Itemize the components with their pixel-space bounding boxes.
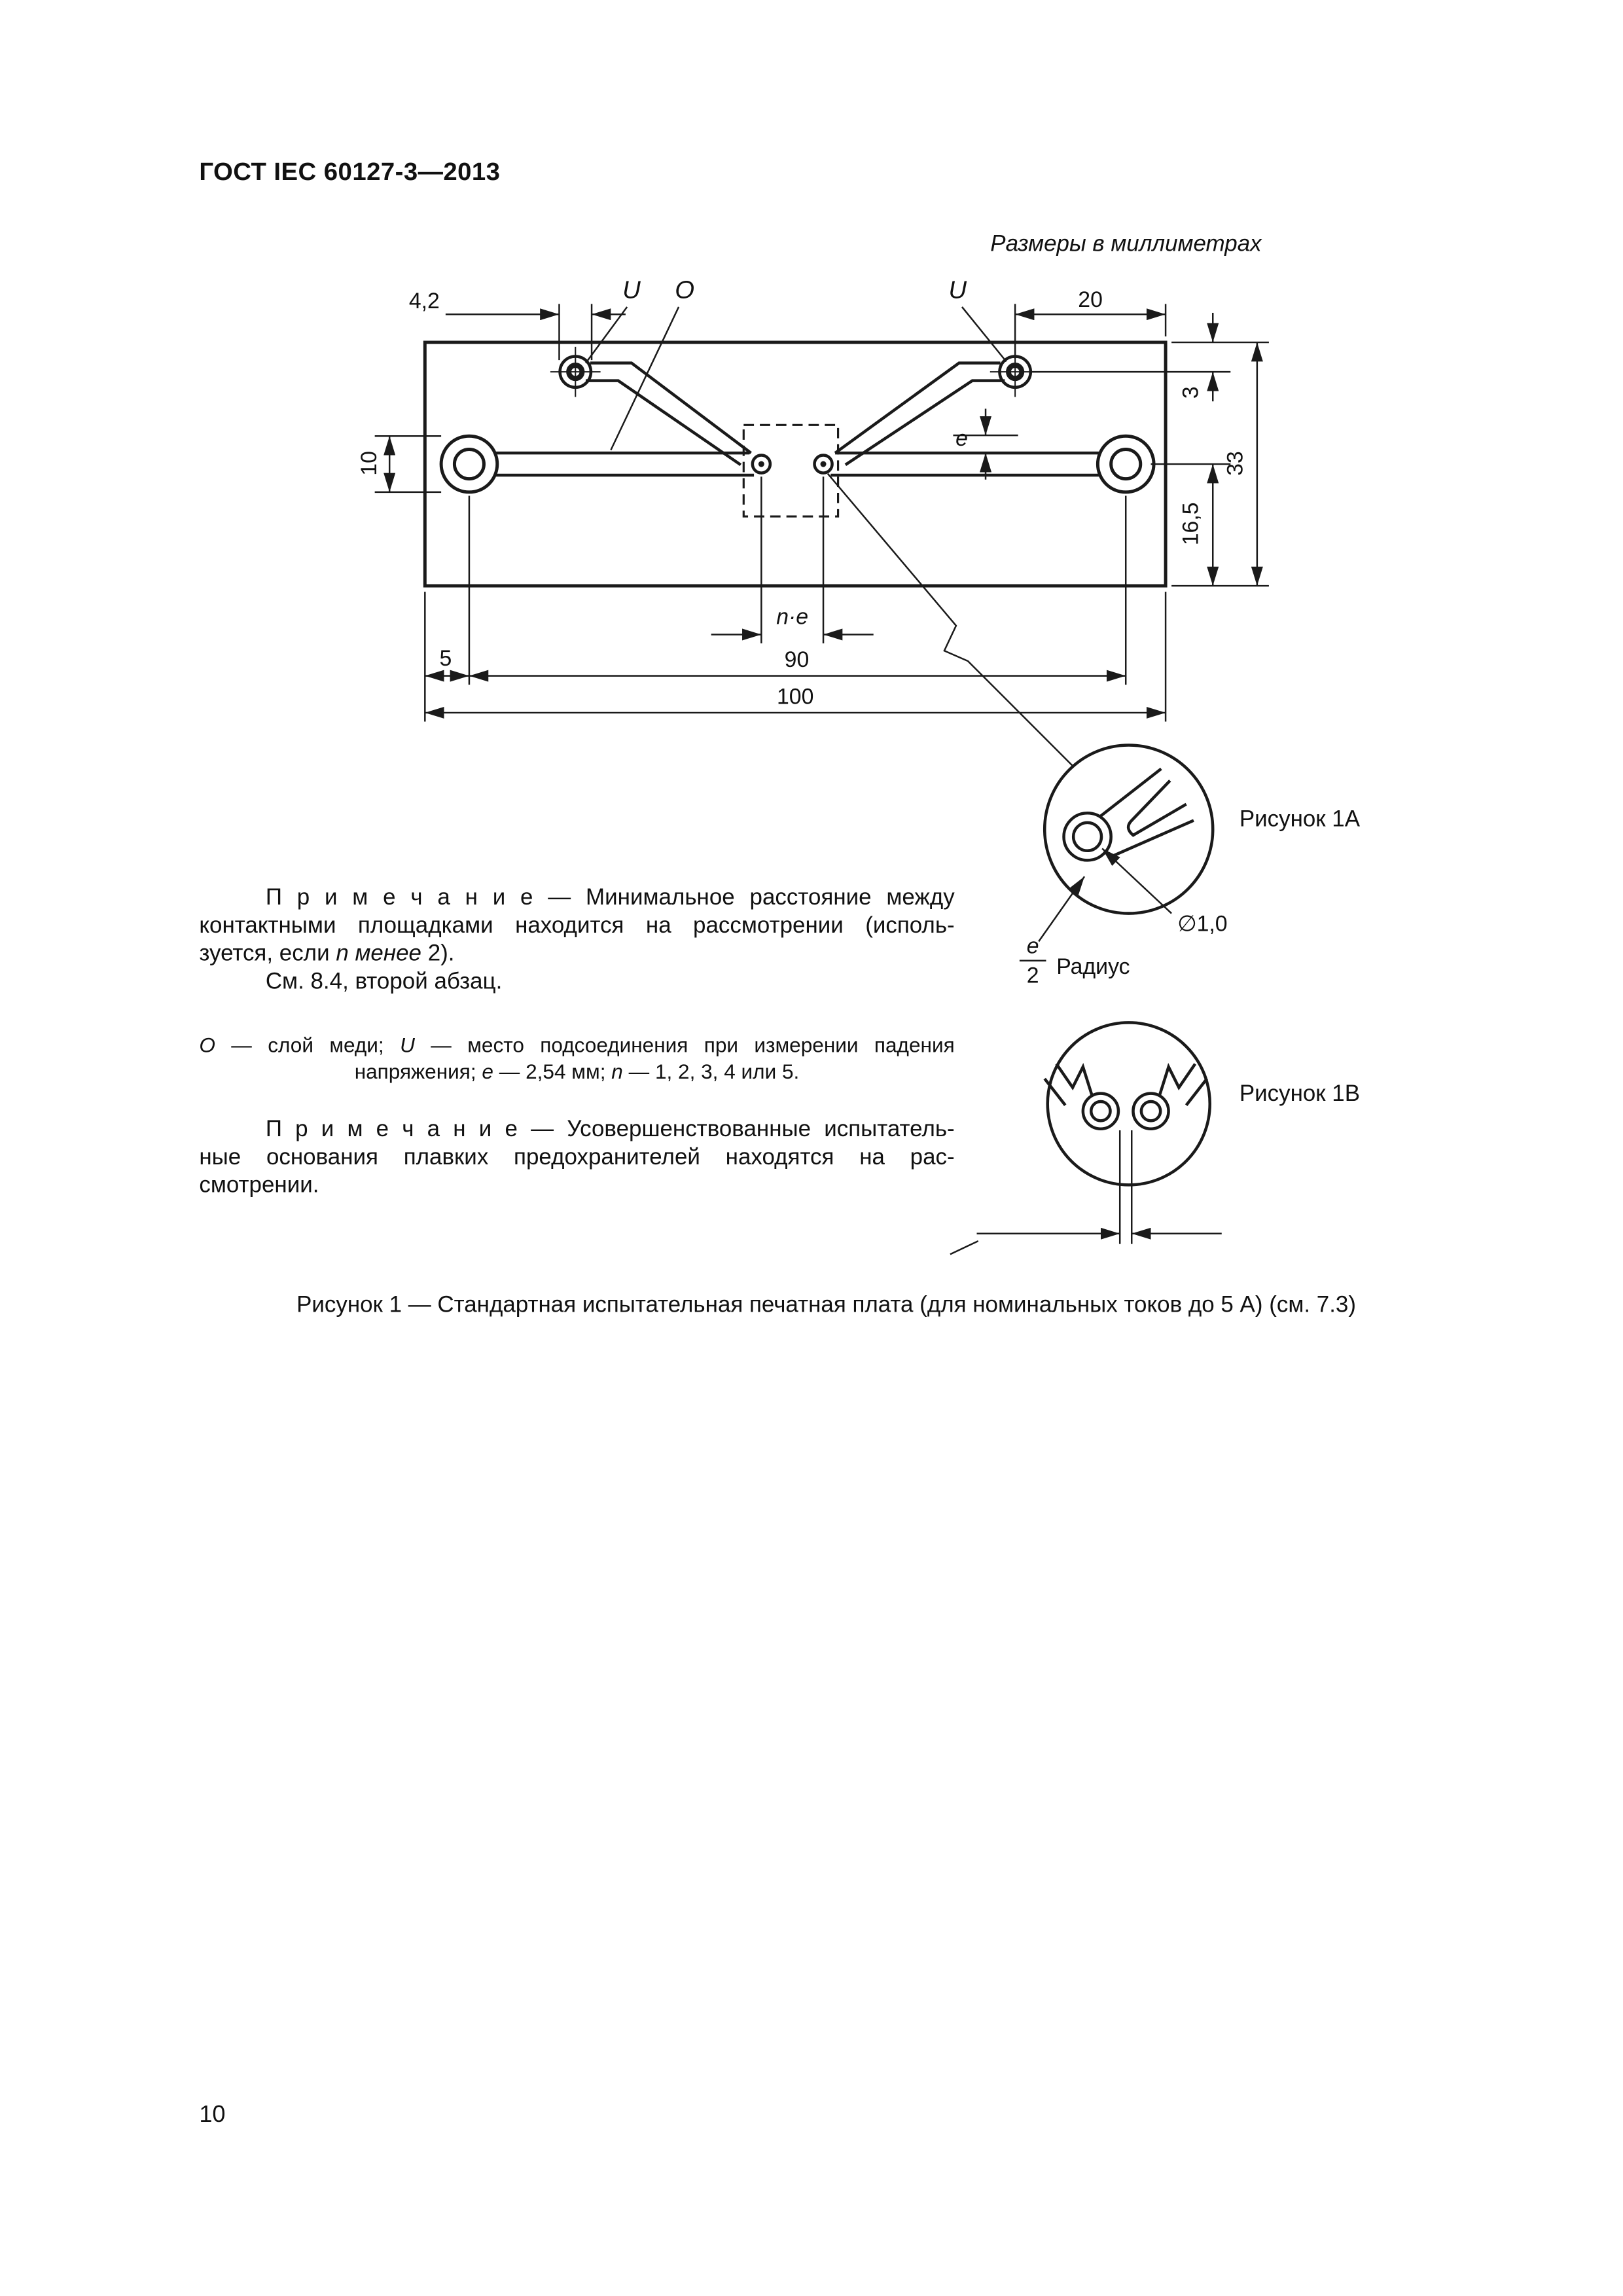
- note-2: [199, 1117, 954, 1201]
- note-1-line-1: П р и м е ч а н и е — Минимальное расстояние между: [265, 885, 955, 911]
- note-1-line-3-tail: 2).: [421, 941, 455, 967]
- trace-right-diagonal: [835, 363, 1005, 465]
- units-note: Размеры в миллиметрах: [990, 231, 1262, 257]
- dim-ne: [711, 476, 874, 643]
- note-1-line-3: [199, 941, 954, 969]
- svg-text:4,2: 4,2: [408, 289, 440, 314]
- hole-diameter-label: ∅1,0: [1177, 911, 1228, 937]
- u-right-label: U: [948, 276, 967, 304]
- svg-text:90: 90: [784, 647, 810, 673]
- pcb-outline: [425, 342, 1166, 586]
- legend-e-text: — 2,54 мм;: [493, 1058, 612, 1083]
- trace-left-horizontal: [496, 453, 755, 475]
- dim-90: [469, 496, 1126, 685]
- dim-5: [425, 592, 469, 721]
- trace-right-horizontal: [830, 453, 1099, 475]
- legend-line-1: [199, 1033, 954, 1058]
- detail-a-label: Рисунок 1А: [1239, 806, 1361, 832]
- svg-text:n·e: n·e: [776, 604, 809, 630]
- detail-a-leader: [828, 474, 1073, 766]
- legend-line-2: [199, 1059, 954, 1085]
- svg-text:20: 20: [1078, 287, 1103, 312]
- dim-10: [357, 436, 441, 492]
- detail-b-label: Рисунок 1В: [1239, 1080, 1361, 1106]
- note-2-line-1: П р и м е ч а н и е — Усовершенствованные испытатель-: [265, 1117, 955, 1143]
- legend-o-symbol: О: [199, 1033, 215, 1057]
- dim-33: [1222, 342, 1257, 586]
- legend-line-2-text: напряжения;: [354, 1058, 482, 1083]
- legend: [199, 1033, 954, 1085]
- dim-4-2: [409, 289, 626, 360]
- svg-text:100: 100: [777, 684, 814, 709]
- note-2-line-2: ные основания плавких предохранителей находятся на рас-: [199, 1145, 955, 1170]
- note-2-line-3: смотрении.: [199, 1172, 319, 1198]
- svg-text:10: 10: [356, 451, 382, 476]
- dim-16-5: [1151, 464, 1269, 586]
- note-1-line-3-text: зуется, если: [199, 941, 336, 967]
- page-number: 10: [199, 2102, 226, 2128]
- document-number: ГОСТ IEC 60127-3—2013: [199, 158, 501, 187]
- pad-center-right: [815, 456, 832, 473]
- svg-text:16,5: 16,5: [1178, 502, 1204, 546]
- legend-u-symbol: U: [400, 1033, 415, 1057]
- note-1-line-4: См. 8.4, второй абзац.: [265, 969, 503, 994]
- radius-word: Радиус: [1056, 954, 1130, 979]
- svg-text:3: 3: [1178, 386, 1204, 399]
- legend-e-symbol: е: [482, 1058, 494, 1083]
- detail-a: [1044, 745, 1213, 914]
- legend-o-text: — слой меди;: [215, 1033, 401, 1057]
- radius-frac-den: 2: [1026, 963, 1039, 988]
- o-label: O: [675, 276, 695, 304]
- u-left-label: U: [622, 276, 641, 304]
- note-1-line-3-italic: n менее: [336, 941, 421, 967]
- dim-20: [1015, 287, 1166, 359]
- o-leader: [611, 307, 679, 450]
- note-1: [199, 886, 954, 997]
- detail-b: [1044, 1022, 1210, 1185]
- dim-e: [953, 409, 1018, 480]
- detail-b-gap-dimension: [950, 1130, 1222, 1254]
- legend-u-text: — место подсоединения при измерении падения: [414, 1033, 955, 1057]
- hole-diameter-callout: [1102, 848, 1227, 936]
- svg-text:e: e: [955, 425, 968, 451]
- pad-right-large: [1097, 436, 1154, 492]
- radius-frac-num: e: [1026, 933, 1039, 959]
- u-right-leader: [962, 307, 1007, 361]
- legend-n-symbol: n: [611, 1058, 623, 1083]
- dim-3: [1031, 313, 1269, 401]
- figure-caption: Рисунок 1 — Стандартная испытательная печатная плата (для номинальных токов до 5 А) (см. 7.3): [296, 1292, 1356, 1318]
- svg-text:33: 33: [1222, 451, 1248, 476]
- pad-left-large: [441, 436, 497, 492]
- pad-center-left: [753, 456, 770, 473]
- svg-text:5: 5: [439, 645, 452, 671]
- note-1-line-2: контактными площадками находится на рассмотрении (исполь-: [199, 913, 955, 939]
- legend-n-text: — 1, 2, 3, 4 или 5.: [622, 1058, 800, 1083]
